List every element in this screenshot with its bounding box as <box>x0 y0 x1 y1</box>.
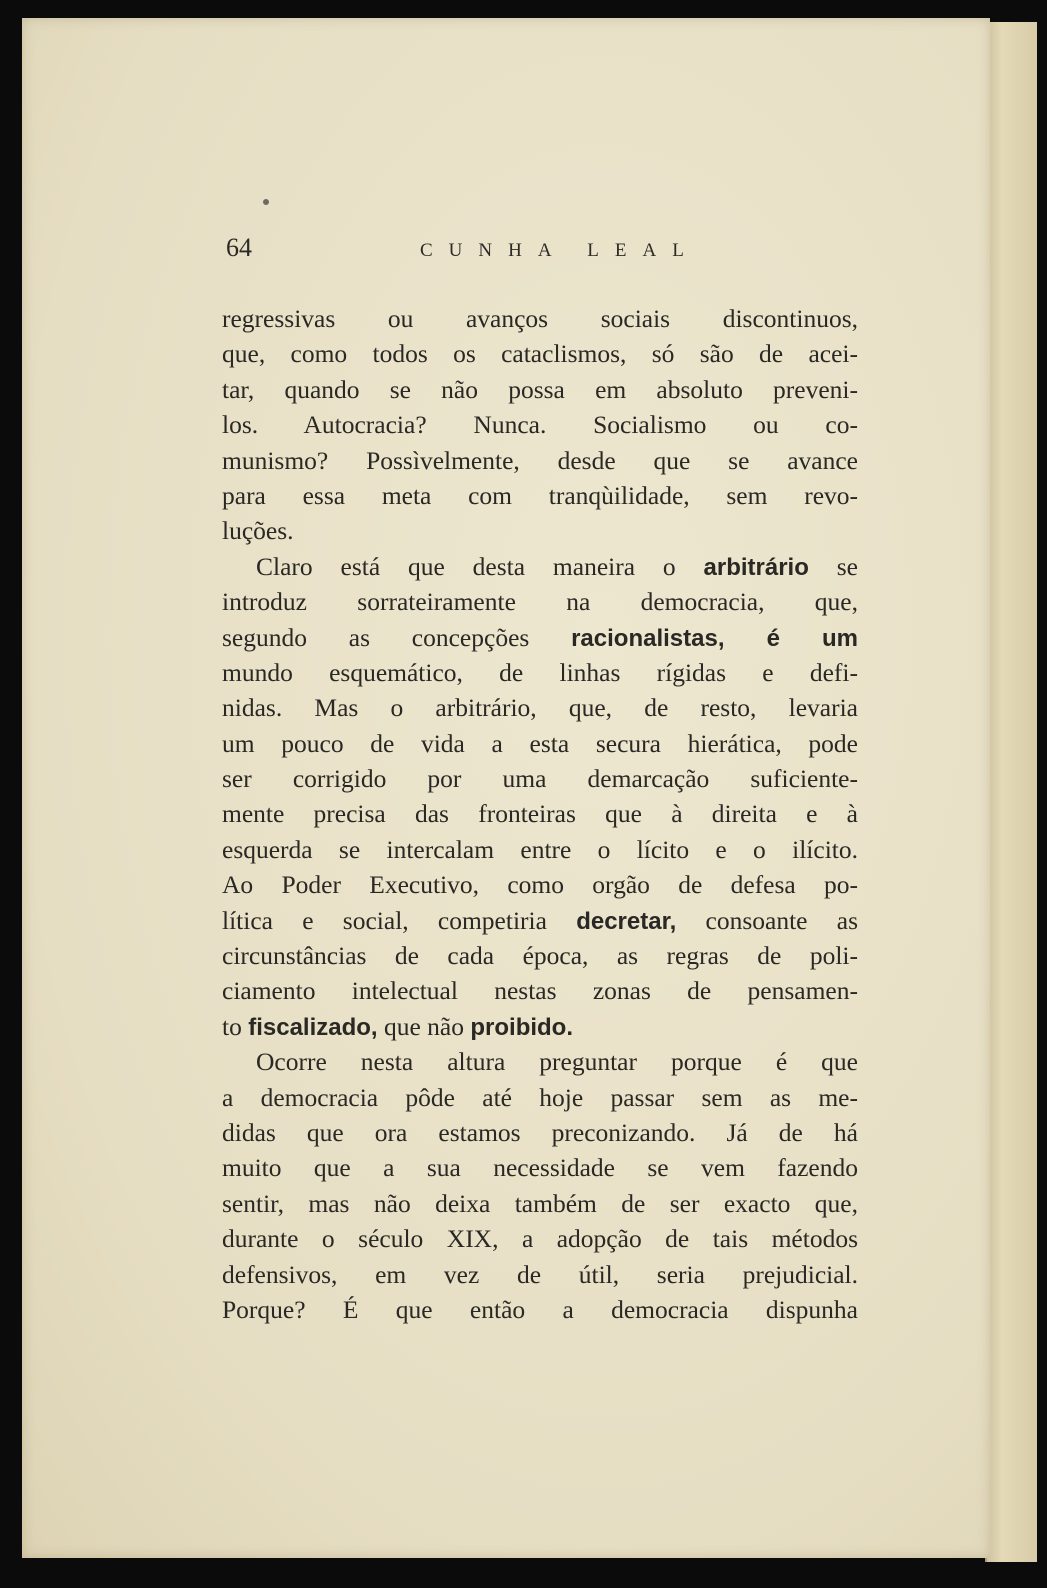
text-line: to fiscalizado, que não proibido. <box>222 1011 574 1041</box>
running-head: CUNHA LEAL <box>420 240 700 261</box>
text-line: nidas. Mas o arbitrário, que, de resto, levaria <box>222 693 858 723</box>
text-line: lítica e social, competiria decretar, consoante as <box>222 905 858 935</box>
bold-emphasis: arbitrário <box>703 553 809 581</box>
text-line: sentir, mas não deixa também de ser exacto que, <box>222 1188 858 1218</box>
bold-emphasis: racionalistas, é um <box>571 624 858 652</box>
text-line: luções. <box>222 516 294 546</box>
text-line: circunstâncias de cada época, as regras de poli- <box>222 941 858 971</box>
text-line: Ocorre nesta altura preguntar porque é que <box>256 1047 858 1077</box>
text-line: segundo as concepções racionalistas, é um <box>222 622 858 652</box>
page-number: 64 <box>226 233 252 262</box>
text-line: ser corrigido por uma demarcação suficiente- <box>222 764 858 794</box>
text-line: para essa meta com tranqùilidade, sem revo- <box>222 480 858 510</box>
text-line: regressivas ou avanços sociais discontinuos, <box>222 304 858 333</box>
ink-speck <box>263 199 269 205</box>
bold-emphasis: fiscalizado, <box>248 1013 378 1041</box>
text-line: Porque? É que então a democracia dispunha <box>222 1294 858 1324</box>
text-line: mente precisa das fronteiras que à direita e à <box>222 799 858 829</box>
bold-emphasis: decretar, <box>576 907 677 935</box>
text-line: tar, quando se não possa em absoluto preveni- <box>222 374 858 404</box>
text-line: muito que a sua necessidade se vem fazendo <box>222 1153 858 1183</box>
text-line: los. Autocracia? Nunca. Socialismo ou co- <box>222 410 858 440</box>
text-line: didas que ora estamos preconizando. Já de há <box>222 1117 858 1147</box>
text-line: defensivos, em vez de útil, seria prejudicial. <box>222 1259 858 1289</box>
text-line: munismo? Possìvelmente, desde que se avance <box>222 445 858 475</box>
bold-emphasis: proibido. <box>470 1013 574 1041</box>
text-line: esquerda se intercalam entre o lícito e o ilícito. <box>222 834 858 864</box>
text-line: mundo esquemático, de linhas rígidas e defi- <box>222 657 858 687</box>
text-line: introduz sorrateiramente na democracia, que, <box>222 587 858 617</box>
body-text <box>222 301 858 1327</box>
text-line: um pouco de vida a esta secura hierática, pode <box>222 728 858 758</box>
text-line: que, como todos os cataclismos, só são de acei- <box>222 339 858 369</box>
text-line: durante o século XIX, a adopção de tais métodos <box>222 1224 858 1254</box>
text-line: Claro está que desta maneira o arbitrário se <box>256 551 858 581</box>
text-line: ciamento intelectual nestas zonas de pensamen- <box>222 976 858 1006</box>
text-line: Ao Poder Executivo, como orgão de defesa po- <box>222 870 858 900</box>
text-line: a democracia pôde até hoje passar sem as me- <box>222 1082 858 1112</box>
next-page-edge <box>985 22 1037 1562</box>
